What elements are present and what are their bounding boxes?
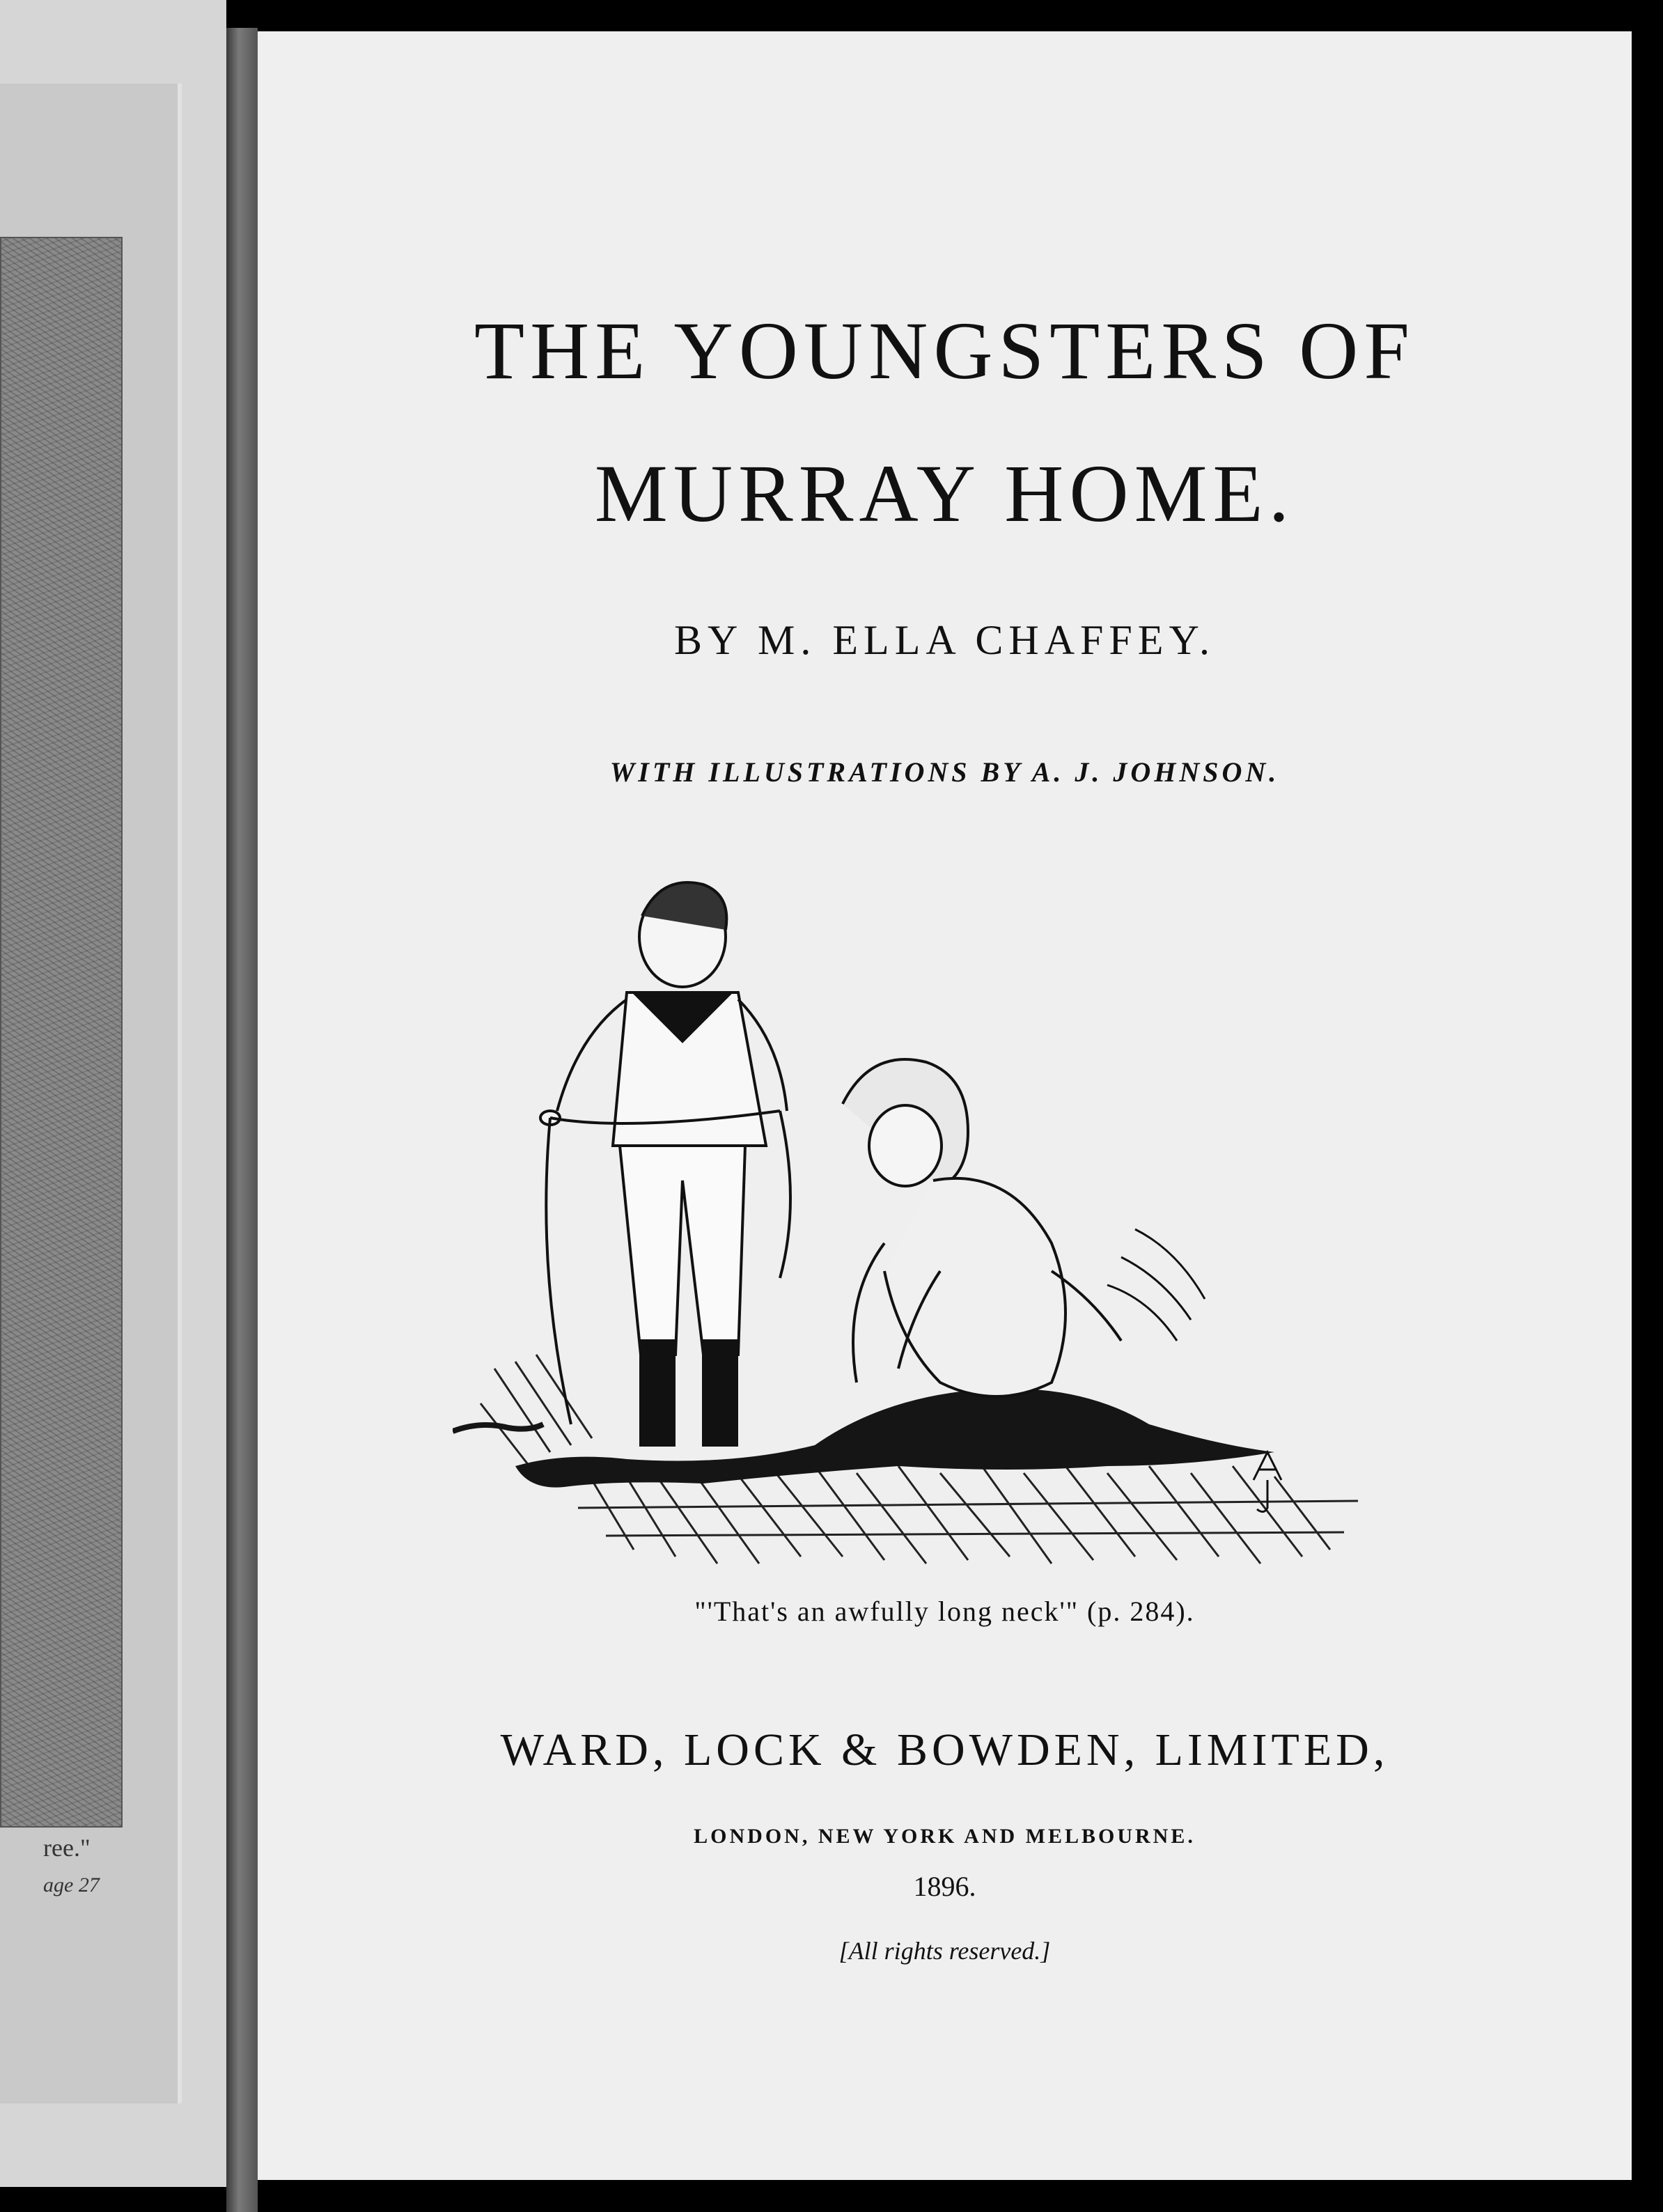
publisher-name: WARD, LOCK & BOWDEN, LIMITED, — [500, 1724, 1389, 1775]
book-title-line-2: MURRAY HOME. — [594, 448, 1295, 539]
book-title — [258, 305, 1632, 595]
title-page — [258, 31, 1632, 2180]
book-gutter — [226, 28, 258, 2212]
book-title-line-1: THE YOUNGSTERS OF — [474, 305, 1416, 396]
publisher-places: LONDON, NEW YORK AND MELBOURNE. — [694, 1825, 1196, 1848]
title-illustration — [453, 853, 1567, 1591]
frontispiece-caption-fragment: ree." — [43, 1834, 91, 1862]
frontispiece-page-ref-fragment: age 27 — [43, 1874, 100, 1896]
publication-year: 1896. — [913, 1871, 976, 1902]
author-byline: BY M. ELLA CHAFFEY. — [673, 617, 1216, 663]
facing-page — [0, 0, 226, 2187]
illustrator-credit: WITH ILLUSTRATIONS BY A. J. JOHNSON. — [609, 756, 1280, 788]
illustration-caption: "'That's an awfully long neck'" (p. 284). — [694, 1596, 1195, 1627]
frontispiece-engraving — [0, 237, 123, 1828]
rights-notice: [All rights reserved.] — [838, 1937, 1051, 1965]
